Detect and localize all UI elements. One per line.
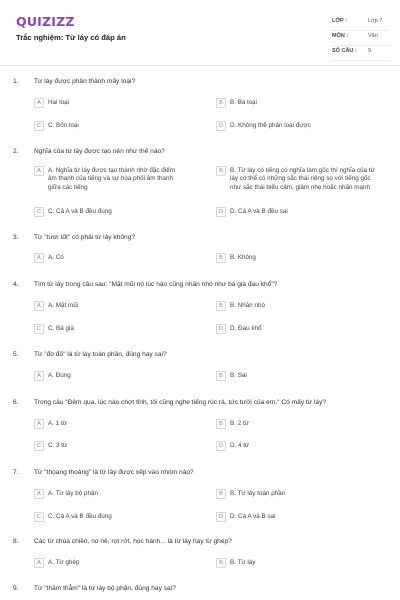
option-c[interactable]	[34, 512, 112, 522]
meta-label: SỐ CÂU :	[332, 48, 357, 54]
option-text: B. Từ láy	[230, 558, 256, 566]
option-text: B. Từ láy toàn phần	[230, 489, 286, 497]
option-b[interactable]	[216, 419, 249, 429]
question-number: 3.	[13, 234, 19, 241]
option-c[interactable]	[34, 121, 79, 131]
page-title: Trắc nghiệm: Từ láy có đáp án	[16, 33, 126, 42]
option-text: A. Mặt mũi	[48, 301, 79, 309]
option-text: C. 3 từ	[48, 441, 68, 449]
option-d[interactable]	[216, 512, 276, 522]
option-text: A. Đúng	[48, 371, 71, 379]
option-a[interactable]	[34, 98, 69, 108]
option-key-box: A	[34, 558, 44, 568]
option-key-box: B	[216, 558, 226, 568]
option-text: B. Từ láy có tiếng có nghĩa làm gốc thì nghĩa của từ láy có thể có những sắc thái riêng so với tiếng gốc như sắc thái biểu cảm, giảm nhẹ hoặc nhấn mạnh	[230, 166, 375, 191]
option-text: A. Từ láy bộ phận	[48, 489, 98, 497]
option-text: C. Cả A và B đều đúng	[48, 207, 112, 215]
option-key-box: B	[216, 301, 226, 311]
option-b[interactable]	[216, 166, 381, 192]
question-number: 8.	[13, 538, 19, 545]
option-text: C. Bốn loại	[48, 121, 79, 129]
option-c[interactable]	[34, 207, 112, 217]
meta-row-grade	[332, 16, 390, 31]
option-b[interactable]	[216, 558, 255, 568]
option-d[interactable]	[216, 441, 249, 451]
option-a[interactable]	[34, 301, 78, 311]
option-text: B. Sai	[230, 371, 247, 379]
option-text: B. Ba loại	[230, 98, 257, 106]
option-text: D. Đau khổ	[230, 324, 262, 332]
option-key-box: C	[34, 121, 44, 131]
option-key-box: B	[216, 98, 226, 108]
option-key-box: C	[34, 441, 44, 451]
option-a[interactable]	[34, 371, 71, 381]
meta-info	[332, 16, 390, 61]
meta-row-subject	[332, 31, 390, 46]
option-key-box: D	[216, 121, 226, 131]
option-text: A. Từ ghép	[48, 558, 80, 566]
option-a[interactable]	[34, 489, 98, 499]
option-text: C. Bà già	[48, 324, 74, 332]
option-key-box: A	[34, 98, 44, 108]
option-b[interactable]	[216, 253, 256, 263]
option-a[interactable]	[34, 419, 67, 429]
option-a[interactable]	[34, 166, 182, 192]
option-key-box: B	[216, 371, 226, 381]
option-text: A. Có	[48, 253, 64, 261]
option-key-box: A	[34, 489, 44, 499]
option-key-box: A	[34, 301, 44, 311]
meta-value: Lớp 7	[368, 18, 383, 24]
option-text: D. Không thể phân loại được	[230, 121, 311, 129]
question-number: 9.	[13, 585, 19, 592]
question-text: Từ "tươi tốt" có phải từ láy không?	[34, 234, 136, 241]
option-text: D. Cả A và B sai	[230, 512, 276, 520]
question-text: Từ láy được phân thành mấy loại?	[34, 78, 136, 85]
option-d[interactable]	[216, 121, 311, 131]
question-number: 2.	[13, 148, 19, 155]
quizizz-logo[interactable]: QUIZIZZ	[16, 14, 75, 29]
option-key-box: A	[34, 419, 44, 429]
question-number: 6.	[13, 399, 19, 406]
option-text: D. Cả A và B đều sai	[230, 207, 288, 215]
option-b[interactable]	[216, 301, 265, 311]
question-text: Từ "thoang thoảng" là từ láy được xếp vào nhóm nào?	[34, 469, 194, 476]
option-text: B. 2 từ	[230, 419, 249, 427]
option-b[interactable]	[216, 489, 285, 499]
question-text: Nghĩa của từ láy được tạo nên như thế nào?	[34, 148, 165, 155]
option-key-box: C	[34, 207, 44, 217]
option-text: C. Cả A và B đều đúng	[48, 512, 112, 520]
question-text: Từ "đo đỏ" là từ láy toàn phần, đúng hay sai?	[34, 351, 167, 358]
option-a[interactable]	[34, 253, 64, 263]
option-key-box: B	[216, 253, 226, 263]
option-b[interactable]	[216, 371, 247, 381]
worksheet-header	[0, 0, 400, 66]
option-key-box: A	[34, 253, 44, 263]
meta-row-count	[332, 46, 390, 61]
option-text: Hai loại	[48, 98, 69, 106]
option-key-box: C	[34, 512, 44, 522]
option-text: A. 1 từ	[48, 419, 67, 427]
option-d[interactable]	[216, 207, 288, 217]
question-text: Tìm từ láy trong câu sau: "Mặt mũi nó lúc nào cũng nhăn nhó như bà già đau khổ"?	[34, 281, 278, 288]
option-a[interactable]	[34, 558, 79, 568]
question-text: Các từ chùa chiền, no nê, rơi rớt, học hành... là từ láy hay từ ghép?	[34, 538, 232, 545]
option-key-box: A	[34, 166, 44, 176]
option-key-box: D	[216, 441, 226, 451]
option-c[interactable]	[34, 441, 67, 451]
option-text: A. Nghĩa từ láy được tạo thành nhờ đặc điểm âm thanh của tiếng và sự hòa phối âm thanh giữa các tiếng	[48, 166, 175, 191]
option-text: D. 4 từ	[230, 441, 250, 449]
option-key-box: B	[216, 489, 226, 499]
question-text: Trong câu "Đêm qua, lúc nào chợt tỉnh, tôi cũng nghe tiếng rúc rả, tức tưởi của em." Có mấy từ láy?	[34, 399, 327, 406]
question-number: 1.	[13, 78, 19, 85]
option-key-box: B	[216, 419, 226, 429]
question-number: 5.	[13, 351, 19, 358]
option-d[interactable]	[216, 324, 262, 334]
question-number: 4.	[13, 281, 19, 288]
meta-value: 9	[368, 48, 372, 54]
option-text: B. Nhăn nhó	[230, 301, 266, 309]
option-text: B. Không	[230, 253, 256, 261]
option-key-box: D	[216, 512, 226, 522]
question-number: 7.	[13, 469, 19, 476]
meta-label: LỚP :	[332, 18, 347, 24]
meta-value: Văn	[368, 33, 378, 39]
option-key-box: D	[216, 207, 226, 217]
option-c[interactable]	[34, 324, 74, 334]
option-b[interactable]	[216, 98, 257, 108]
option-key-box: B	[216, 166, 226, 176]
option-key-box: C	[34, 324, 44, 334]
option-key-box: A	[34, 371, 44, 381]
option-key-box: D	[216, 324, 226, 334]
question-text: Từ "thăm thẳm" là từ láy bộ phận, đúng hay sai?	[34, 585, 176, 592]
meta-label: MÔN :	[332, 33, 349, 39]
